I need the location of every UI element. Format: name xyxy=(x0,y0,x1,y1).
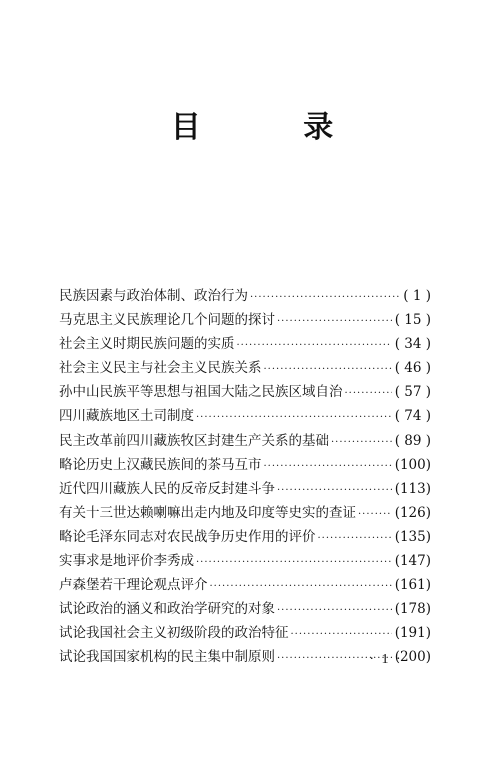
toc-entry-page: (161) xyxy=(394,577,431,594)
toc-entry-page: ( 1 ) xyxy=(403,288,431,304)
toc-entry-title: 试论政治的涵义和政治学研究的对象 xyxy=(59,601,275,618)
toc-entry xyxy=(59,404,431,428)
table-of-contents xyxy=(59,284,431,670)
toc-entry-page: (147) xyxy=(394,553,431,570)
toc-entry-title: 马克思主义民族理论几个问题的探讨 xyxy=(59,312,275,329)
toc-entry-title: 近代四川藏族人民的反帝反封建斗争 xyxy=(59,480,275,497)
toc-entry-title: 民主改革前四川藏族牧区封建生产关系的基础 xyxy=(59,432,329,449)
toc-entry xyxy=(59,501,431,525)
toc-entry-page: ( 15 ) xyxy=(394,312,431,329)
toc-entry xyxy=(59,573,431,597)
toc-entry-page: (126) xyxy=(394,504,431,521)
toc-entry-page: (200) xyxy=(394,649,431,666)
toc-entry xyxy=(59,525,431,549)
toc-leader-dots xyxy=(196,551,392,575)
toc-entry-page: (135) xyxy=(394,528,431,545)
toc-leader-dots xyxy=(358,503,392,527)
toc-entry xyxy=(59,308,431,332)
toc-entry xyxy=(59,597,431,621)
toc-leader-dots xyxy=(250,286,400,310)
toc-leader-dots xyxy=(291,623,392,647)
toc-leader-dots xyxy=(277,479,392,503)
toc-entry xyxy=(59,549,431,573)
toc-entry-page: ( 57 ) xyxy=(394,384,431,401)
toc-entry-title: 有关十三世达赖喇嘛出走内地及印度等史实的查证 xyxy=(59,504,356,521)
toc-leader-dots xyxy=(264,455,392,479)
toc-entry-page: (113) xyxy=(394,480,431,497)
toc-entry-title: 社会主义民主与社会主义民族关系 xyxy=(59,360,262,377)
toc-entry-title: 试论我国国家机构的民主集中制原则 xyxy=(59,649,275,666)
toc-leader-dots xyxy=(331,431,392,455)
toc-entry-page: ( 89 ) xyxy=(394,432,431,449)
toc-entry xyxy=(59,380,431,404)
toc-entry-page: ( 46 ) xyxy=(394,360,431,377)
toc-leader-dots xyxy=(210,575,392,599)
toc-entry xyxy=(59,453,431,477)
toc-entry xyxy=(59,429,431,453)
page-number: · 1 · xyxy=(369,652,403,667)
toc-entry-title: 卢森堡若干理论观点评介 xyxy=(59,577,208,594)
toc-leader-dots xyxy=(277,310,392,334)
toc-entry xyxy=(59,621,431,645)
toc-entry-title: 孙中山民族平等思想与祖国大陆之民族区域自治 xyxy=(59,384,343,401)
toc-leader-dots xyxy=(345,382,392,406)
page-title: 目 录 xyxy=(170,110,380,145)
toc-leader-dots xyxy=(237,334,392,358)
toc-leader-dots xyxy=(318,527,392,551)
toc-entry-title: 社会主义时期民族问题的实质 xyxy=(59,336,235,353)
toc-leader-dots xyxy=(196,406,392,430)
toc-entry-page: ( 74 ) xyxy=(394,408,431,425)
toc-entry xyxy=(59,332,431,356)
toc-entry-title: 民族因素与政治体制、政治行为 xyxy=(59,288,248,304)
toc-leader-dots xyxy=(277,599,392,623)
toc-entry xyxy=(59,477,431,501)
toc-leader-dots xyxy=(264,358,392,382)
toc-entry-page: (178) xyxy=(394,601,431,618)
toc-entry xyxy=(59,356,431,380)
toc-entry-page: ( 34 ) xyxy=(394,336,431,353)
toc-entry-title: 试论我国社会主义初级阶段的政治特征 xyxy=(59,625,289,642)
toc-entry xyxy=(59,284,431,308)
toc-entry-page: (100) xyxy=(394,456,431,473)
toc-entry-title: 实事求是地评价李秀成 xyxy=(59,553,194,570)
toc-entry-page: (191) xyxy=(394,625,431,642)
toc-entry-title: 四川藏族地区土司制度 xyxy=(59,408,194,425)
toc-entry-title: 略论毛泽东同志对农民战争历史作用的评价 xyxy=(59,528,316,545)
toc-entry-title: 略论历史上汉藏民族间的茶马互市 xyxy=(59,456,262,473)
